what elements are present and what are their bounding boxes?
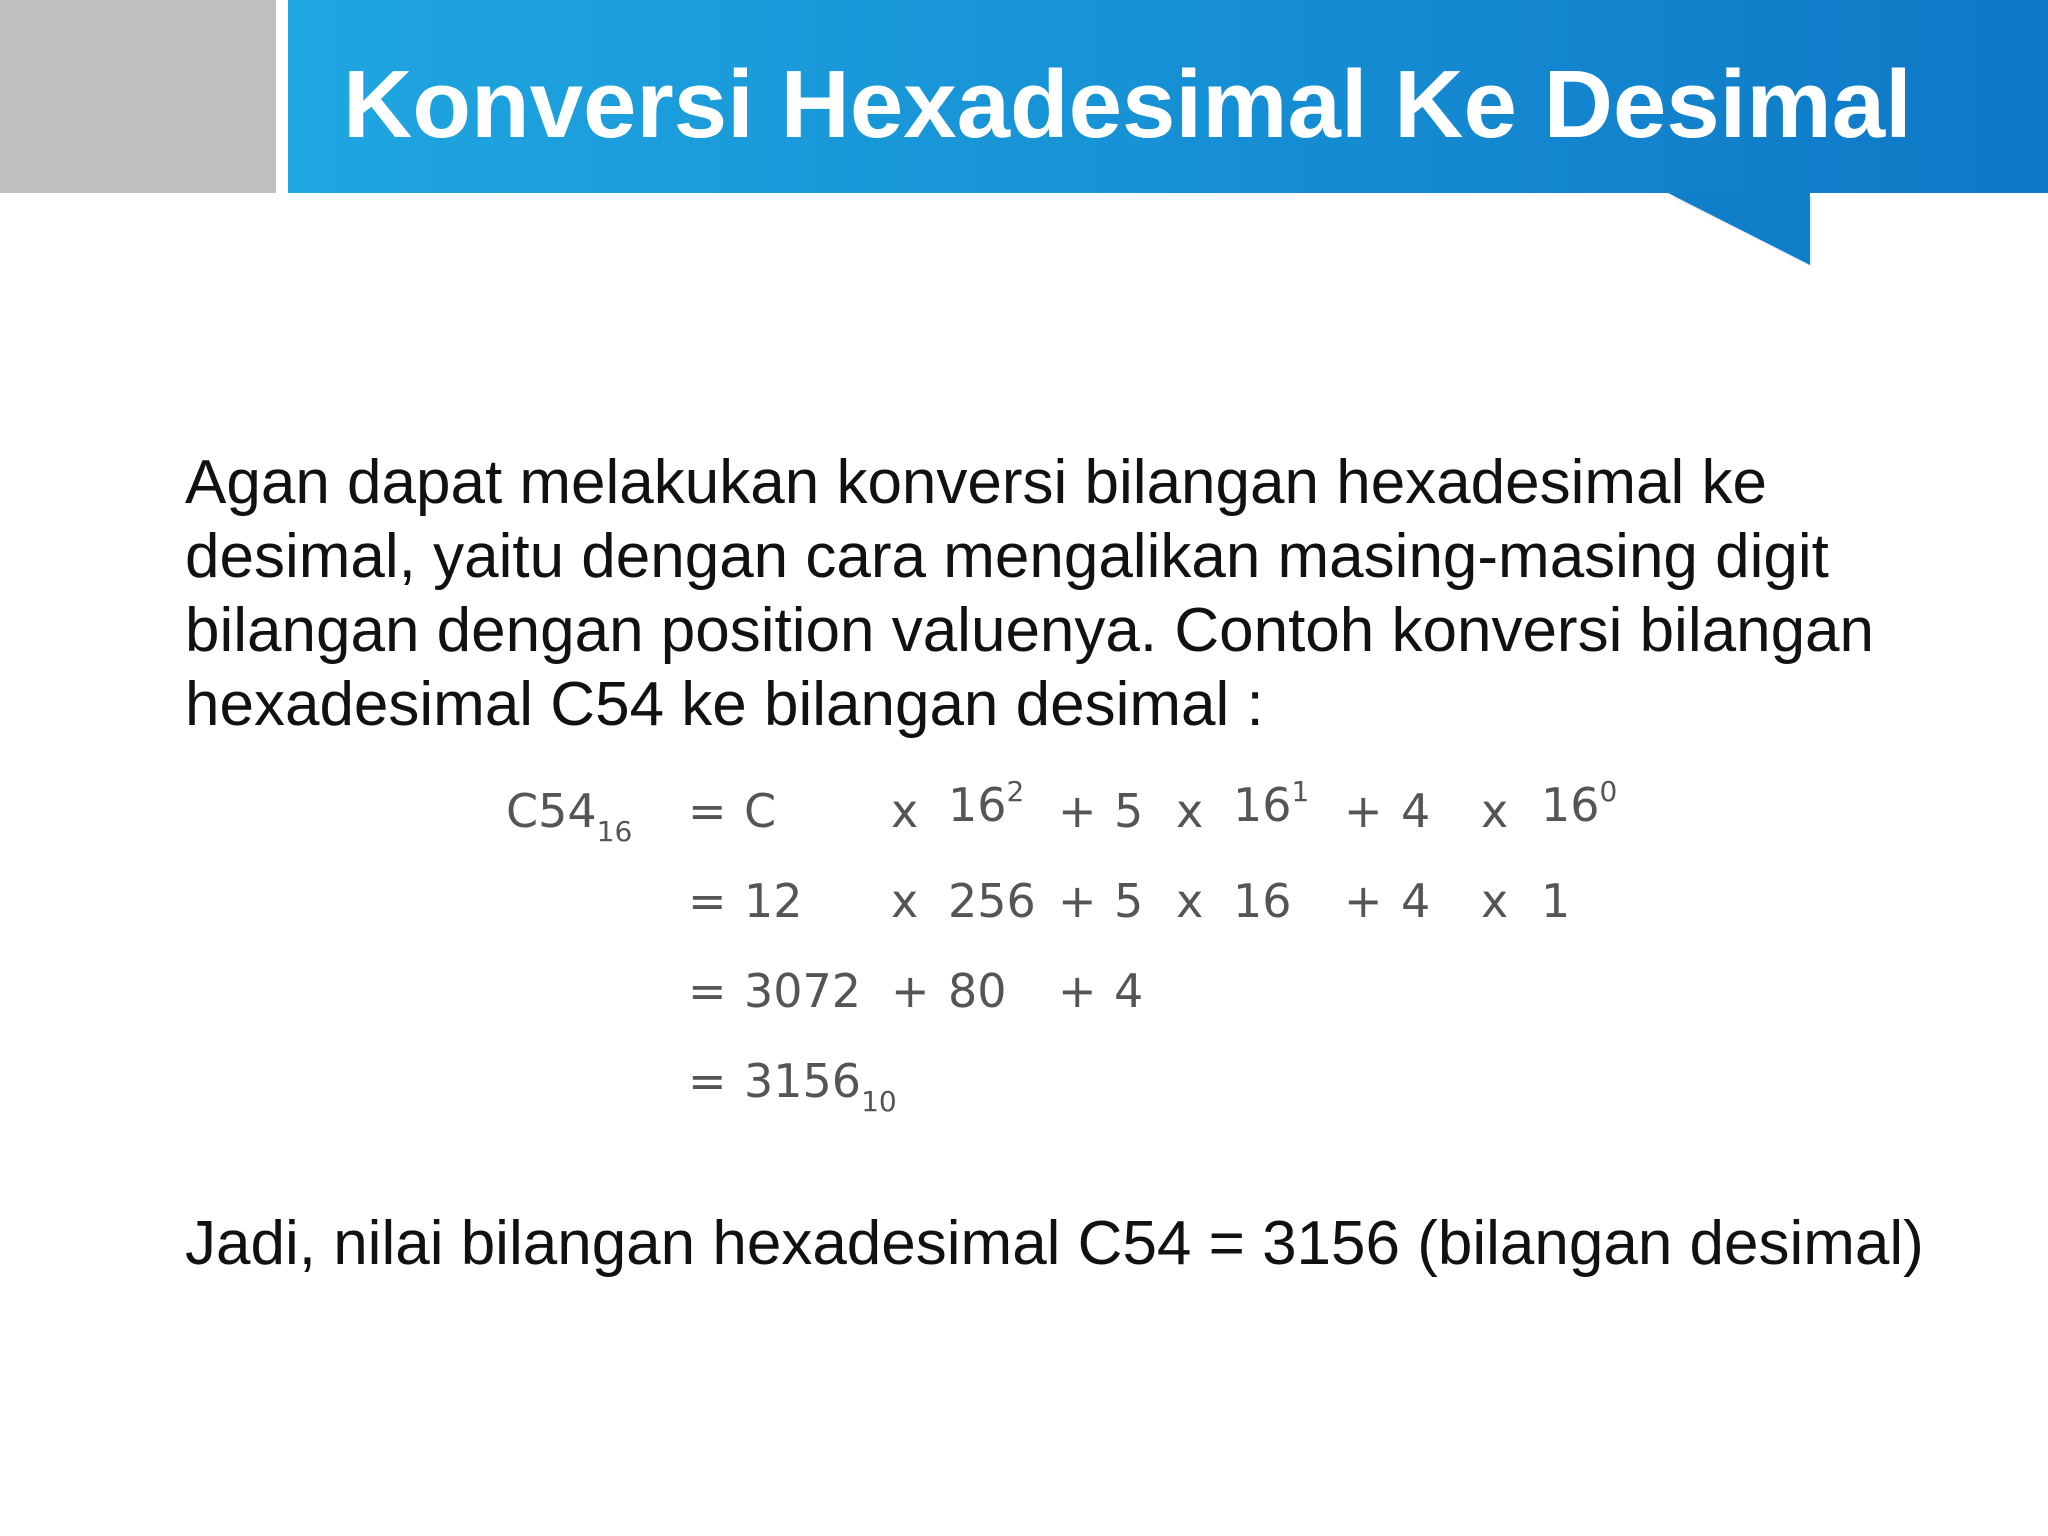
calc-line1-lhs: $C54_{16}$: [506, 784, 633, 848]
calc-line2-value3: 1: [1541, 874, 1571, 928]
calc-line1-times1: x: [891, 784, 919, 838]
calc-line2-plus1: +: [1058, 874, 1097, 928]
conclusion-paragraph: Jadi, nilai bilangan hexadesimal C54 = 3156 (bilangan desimal): [185, 1209, 1924, 1278]
calc-line2-value1: 256: [948, 874, 1036, 928]
calc-line1-term3: 4: [1401, 784, 1431, 838]
conversion-calculation: [506, 760, 1706, 1130]
calc-line1-times3: x: [1481, 784, 1509, 838]
calc-line4-result: $3156_{10}$: [744, 1054, 897, 1118]
title-arrow: [1668, 193, 1810, 265]
calc-line3-plus2: +: [1058, 964, 1097, 1018]
calc-line3-a: 3072: [744, 964, 862, 1018]
calc-line3-plus1: +: [891, 964, 930, 1018]
calc-line1-power2: $16^1$: [1233, 775, 1310, 832]
calc-line2-times2: x: [1176, 874, 1204, 928]
intro-paragraph: Agan dapat melakukan konversi bilangan hexadesimal ke desimal, yaitu dengan cara mengalikan masing-masing digit bilangan dengan position valuenya. Contoh konversi bilangan hexadesimal C54 ke bilangan desimal :: [185, 448, 1875, 739]
calc-line1-term1: C: [744, 784, 777, 838]
calc-line2-value2: 16: [1233, 874, 1292, 928]
calc-line2-term1: 12: [744, 874, 803, 928]
calc-line2-times3: x: [1481, 874, 1509, 928]
slide-title: Konversi Hexadesimal Ke Desimal: [343, 51, 1912, 158]
calc-line2-times1: x: [891, 874, 919, 928]
calc-line1-power1: $16^2$: [948, 775, 1025, 832]
calc-line3-c: 4: [1114, 964, 1144, 1018]
calc-line3-eq: =: [688, 964, 727, 1018]
calc-line4-eq: =: [688, 1054, 727, 1108]
calc-line1-eq: =: [688, 784, 727, 838]
header-gray-block: [0, 0, 276, 193]
calc-line1-plus1: +: [1058, 784, 1097, 838]
calc-line2-term2: 5: [1114, 874, 1144, 928]
calc-line3-b: 80: [948, 964, 1007, 1018]
calc-line2-term3: 4: [1401, 874, 1431, 928]
calc-line1-power3: $16^0$: [1541, 775, 1618, 832]
calc-line2-plus2: +: [1344, 874, 1383, 928]
calc-line1-times2: x: [1176, 784, 1204, 838]
calc-line1-term2: 5: [1114, 784, 1144, 838]
calc-line1-plus2: +: [1344, 784, 1383, 838]
calc-line2-eq: =: [688, 874, 727, 928]
